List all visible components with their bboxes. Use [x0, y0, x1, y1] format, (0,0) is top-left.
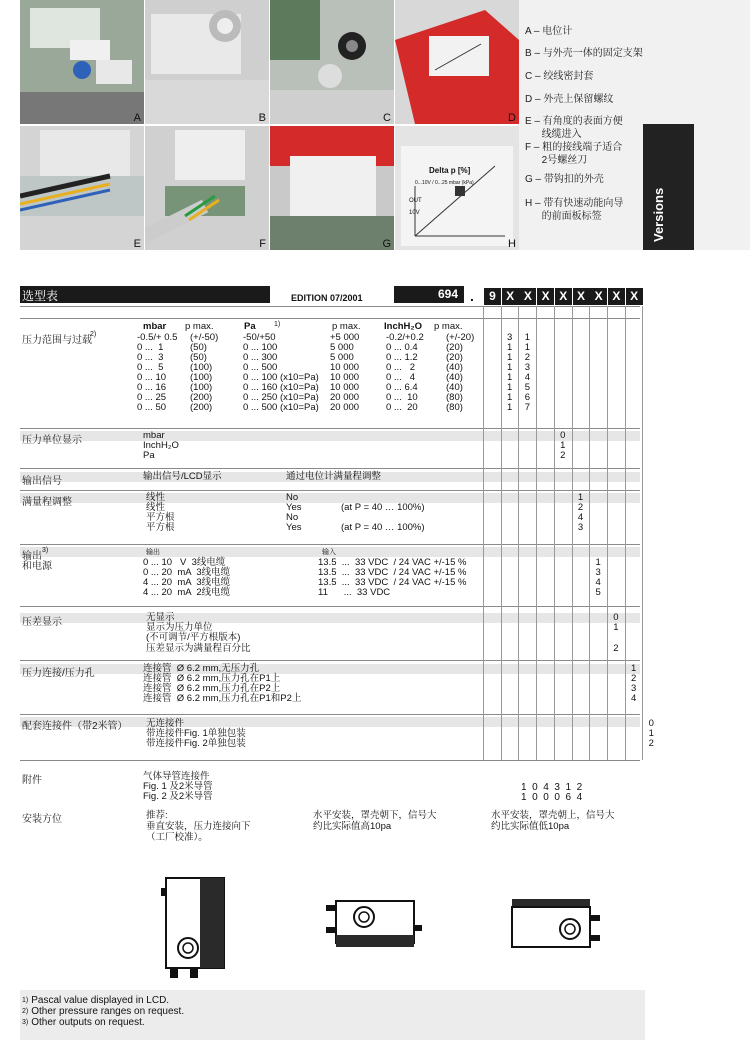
code-value: 1: [577, 492, 584, 503]
span-adjust: No: [286, 492, 299, 503]
signal-a: 输出信号/LCD显示: [143, 471, 222, 482]
row-divider: [20, 318, 640, 319]
column-divider: [483, 306, 484, 760]
order-code-char: X: [590, 288, 607, 305]
product-photo: [395, 0, 519, 124]
kit-type: 无连接件: [146, 718, 185, 729]
section-shade: [20, 664, 640, 674]
overload-pa: 10 000: [330, 362, 360, 373]
overload-inch: (40): [446, 362, 463, 373]
overload-inch: (20): [446, 342, 463, 353]
range-pa: 0 ... 160 (x10=Pa): [243, 382, 319, 393]
column-divider: [501, 306, 502, 760]
legend-item: F – 粗的接线端子适合 2号螺丝刀: [525, 142, 623, 166]
overload-mbar: (200): [190, 402, 213, 413]
legend-item: A – 电位计: [525, 26, 573, 37]
range-inch: 0 ... 1.2: [386, 352, 418, 363]
product-photo: [20, 126, 144, 250]
photo-letter: B: [258, 112, 266, 124]
code-value: 1: [507, 402, 513, 413]
unit-name: Pa: [143, 450, 155, 461]
span-adjust: No: [286, 512, 299, 523]
supply-voltage: 13.5 ... 33 VDC / 24 VAC +/-15 %: [318, 557, 467, 568]
overload-pa: 5 000: [330, 342, 354, 353]
conn-type: 连接管 Ø 6.2 mm,压力孔在P2上: [143, 683, 281, 694]
range-mbar: 0 ... 10: [137, 372, 167, 383]
section-footnote: 2): [90, 331, 97, 338]
legend-item: H – 带有快速动能向导 的前面板标签: [525, 198, 624, 222]
photo-h-range: 0...10V / 0...25 mbar (kPa): [415, 180, 474, 186]
footnote: [22, 995, 169, 1006]
section-acc: 附件: [22, 775, 42, 786]
legend-item: C – 绞线密封套: [525, 71, 594, 82]
output-type: 4 ... 20 mA 2线电缆: [143, 587, 231, 598]
range-inch: 0 ... 6.4: [386, 382, 418, 393]
code-value: 1: [507, 362, 513, 373]
section-kit: 配套连接件（带2米管）: [22, 721, 128, 732]
range-mbar: 0 ... 25: [137, 392, 167, 403]
output-type: 0 ... 20 mA 3线电缆: [143, 567, 231, 578]
code-value: 1: [648, 728, 654, 739]
code-value: 2: [613, 643, 619, 654]
span-type: 线性: [146, 502, 166, 513]
col-pa-footnote: 1): [274, 321, 281, 328]
supply-voltage: 13.5 ... 33 VDC / 24 VAC +/-15 %: [318, 567, 467, 578]
range-inch: 0 ... 20: [386, 402, 418, 413]
legend-item: D – 外壳上保留螺纹: [525, 94, 614, 105]
range-mbar: 0 ... 1: [137, 342, 164, 353]
model-dot: .: [470, 288, 474, 304]
row-divider: [20, 468, 640, 469]
overload-inch: (80): [446, 392, 463, 403]
range-mbar: 0 ... 5: [137, 362, 164, 373]
code-value: 2: [630, 673, 637, 684]
footnote-mark: 1): [22, 997, 29, 1004]
range-mbar: 0 ... 16: [137, 382, 167, 393]
order-code-char: X: [555, 288, 572, 305]
code-value: 0: [560, 430, 566, 441]
conn-type: 连接管 Ø 6.2 mm,压力孔在P1和P2上: [143, 693, 302, 704]
code-value: 2: [577, 502, 584, 513]
column-divider: [642, 306, 643, 760]
code-value: 1: [507, 352, 513, 363]
photo-letter: C: [383, 112, 391, 124]
range-pa: 0 ... 250 (x10=Pa): [243, 392, 319, 403]
overload-mbar: (200): [190, 392, 213, 403]
mount-diagram-vertical: [160, 868, 250, 980]
diff-row: 显示为压力单位 (不可调节/平方根版本): [146, 622, 241, 643]
photo-illustration: [395, 0, 519, 124]
photo-h-title: Delta p [%]: [429, 166, 471, 175]
code-value: 1: [630, 663, 637, 674]
overload-inch: (20): [446, 352, 463, 363]
code-value: 2: [648, 738, 654, 749]
kit-type: 带连接件Fig. 1单独包装: [146, 728, 246, 739]
input-head: 输入: [322, 549, 336, 556]
span-adjust: Yes: [286, 502, 302, 513]
column-divider: [536, 306, 537, 760]
product-photo: [145, 0, 269, 124]
range-inch: 0 ... 4: [386, 372, 416, 383]
photo-h-v: 10V: [409, 210, 420, 216]
code-value: 1: [595, 557, 601, 568]
output-type: 0 ... 10 V 3线电缆: [143, 557, 226, 568]
mount-diagram-up: [502, 895, 614, 955]
range-pa: 0 ... 300: [243, 352, 278, 363]
overload-pa: +5 000: [330, 332, 360, 343]
col-mbar: mbar: [143, 321, 167, 332]
row-divider: [20, 660, 640, 661]
row-divider: [20, 306, 640, 307]
footnote-mark: 2): [22, 1008, 29, 1015]
versions-tab: [643, 124, 694, 250]
mount-diagram-down: [318, 895, 430, 955]
code-value: 2: [560, 450, 566, 461]
range-inch: 0 ... 2: [386, 362, 416, 373]
acc-line: 气体导管连接件: [143, 771, 210, 782]
column-divider: [607, 306, 608, 760]
code-value: 1: [524, 342, 531, 353]
footnote-text: Pascal value displayed in LCD.: [31, 995, 170, 1006]
code-value: 3: [577, 522, 584, 533]
row-divider: [20, 490, 640, 491]
mount-a: 推荐: 垂直安装，压力连接向下 （工厂校准）。: [146, 810, 251, 843]
photo-letter: H: [508, 238, 516, 250]
model-bar: [394, 286, 464, 303]
section-shade: [20, 493, 640, 503]
section-shade: [20, 613, 640, 623]
code-value: 0: [648, 718, 654, 729]
photo-letter: A: [133, 112, 141, 124]
acc-line: Fig. 1 及2米导管: [143, 781, 213, 792]
overload-pa: 20 000: [330, 402, 360, 413]
column-divider: [625, 306, 626, 760]
overload-mbar: (50): [190, 352, 207, 363]
diff-row: 压差显示为满量程百分比: [146, 643, 251, 654]
output-type: 4 ... 20 mA 3线电缆: [143, 577, 231, 588]
row-divider: [20, 714, 640, 715]
range-pa: 0 ... 100: [243, 342, 278, 353]
overload-mbar: (100): [190, 382, 213, 393]
range-mbar: -0.5/+ 0.5: [137, 332, 178, 343]
acc-code: 1 0 4 3 1 2: [521, 782, 583, 793]
conn-type: 连接管 Ø 6.2 mm,无压力孔: [143, 663, 260, 674]
code-value: 1: [507, 342, 513, 353]
footnote-mark: 3): [22, 1019, 29, 1026]
footnote: [22, 1006, 184, 1017]
code-value: 1: [560, 440, 566, 451]
section-mount: 安装方位: [22, 814, 62, 825]
span-type: 平方根: [146, 512, 175, 523]
photo-letter: D: [508, 112, 516, 124]
code-value: 3: [595, 567, 601, 578]
range-mbar: 0 ... 50: [137, 402, 167, 413]
photo-letter: G: [382, 238, 391, 250]
photo-illustration: [145, 126, 269, 250]
section-diff: 压差显示: [22, 617, 62, 628]
code-value: 4: [577, 512, 584, 523]
code-value: 4: [630, 693, 637, 704]
range-inch: -0.2/+0.2: [386, 332, 424, 343]
span-type: 线性: [146, 492, 166, 503]
order-code-char: 9: [484, 288, 501, 305]
legend-item: B – 与外壳一体的固定支架: [525, 48, 643, 59]
overload-mbar: (+/-50): [190, 332, 219, 343]
photo-h-out: OUT: [409, 198, 422, 204]
section-footnote: 3): [42, 547, 49, 554]
product-photo: [270, 0, 394, 124]
span-range: (at P = 40 … 100%): [341, 522, 425, 533]
photo-illustration: [145, 0, 269, 124]
unit-name: InchH₂O: [143, 440, 179, 451]
code-value: 5: [595, 587, 601, 598]
footnote-text: Other pressure ranges on request.: [31, 1006, 185, 1017]
order-code-char: X: [573, 288, 590, 305]
signal-b: 通过电位计满量程调整: [286, 471, 382, 482]
overload-pa: 20 000: [330, 392, 360, 403]
edition-label: EDITION 07/2001: [291, 293, 363, 303]
legend-item: E – 有角度的表面方便 线缆进入: [525, 116, 623, 140]
span-type: 平方根: [146, 522, 175, 533]
col-pmax: p max.: [332, 321, 361, 332]
code-value: 6: [524, 392, 531, 403]
overload-inch: (+/-20): [446, 332, 475, 343]
overload-pa: 10 000: [330, 372, 360, 383]
product-photo: [20, 0, 144, 124]
legend-item: G – 带钩扣的外壳: [525, 174, 604, 185]
code-value: 0: [613, 612, 619, 623]
versions-label: Versions: [651, 187, 666, 242]
code-value: 3: [524, 362, 531, 373]
col-pa: Pa: [244, 321, 256, 332]
code-value: 5: [524, 382, 531, 393]
code-value: 4: [595, 577, 601, 588]
overload-mbar: (50): [190, 342, 207, 353]
conn-type: 连接管 Ø 6.2 mm,压力孔在P1上: [143, 673, 281, 684]
column-divider: [589, 306, 590, 760]
code-value: 3: [630, 683, 637, 694]
overload-inch: (40): [446, 372, 463, 383]
photo-illustration: [270, 0, 394, 124]
mount-c: 水平安装，罩壳朝上，信号大 约比实际值低10pa: [491, 810, 615, 832]
section-signal: 输出信号: [22, 476, 62, 487]
range-pa: 0 ... 500 (x10=Pa): [243, 402, 319, 413]
range-pa: 0 ... 500: [243, 362, 278, 373]
acc-code: 1 0 0 0 6 4: [521, 792, 583, 803]
photo-letter: E: [133, 238, 141, 250]
span-range: (at P = 40 … 100%): [341, 502, 425, 513]
code-value: 1: [613, 622, 619, 633]
product-photo: [145, 126, 269, 250]
code-value: 3: [507, 332, 513, 343]
range-inch: 0 ... 0.4: [386, 342, 418, 353]
row-divider: [20, 760, 640, 761]
span-adjust: Yes: [286, 522, 302, 533]
photo-illustration: [395, 126, 519, 250]
order-code-char: X: [608, 288, 625, 305]
product-photo: [270, 126, 394, 250]
section-pressure: 压力范围与过载: [22, 335, 92, 346]
model-number: 694: [437, 287, 458, 301]
footnote-text: Other outputs on request.: [31, 1017, 145, 1028]
order-code-char: X: [626, 288, 643, 305]
code-value: 1: [524, 332, 531, 343]
overload-mbar: (100): [190, 372, 213, 383]
order-code-char: X: [537, 288, 554, 305]
row-divider: [20, 428, 640, 429]
range-pa: -50/+50: [243, 332, 276, 343]
overload-pa: 10 000: [330, 382, 360, 393]
section-shade: [20, 431, 640, 441]
section-output: 输出: [22, 551, 42, 562]
range-mbar: 0 ... 3: [137, 352, 164, 363]
unit-name: mbar: [143, 430, 165, 441]
row-divider: [20, 544, 640, 545]
kit-type: 带连接件Fig. 2单独包装: [146, 738, 246, 749]
overload-mbar: (100): [190, 362, 213, 373]
section-output-2: 和电源: [22, 561, 52, 572]
product-photo: [395, 126, 519, 250]
order-code-char: X: [502, 288, 519, 305]
table-title-bar: [20, 286, 270, 303]
mount-b: 水平安装，罩壳朝下，信号大 约比实际值高10pa: [313, 810, 437, 832]
acc-line: Fig. 2 及2米导管: [143, 791, 213, 802]
row-divider: [20, 606, 640, 607]
section-conn: 压力连接/压力孔: [22, 668, 95, 679]
code-value: 1: [507, 372, 513, 383]
diff-row: 无显示: [146, 612, 175, 623]
code-value: 1: [507, 382, 513, 393]
range-inch: 0 ... 10: [386, 392, 418, 403]
supply-voltage: 13.5 ... 33 VDC / 24 VAC +/-15 %: [318, 577, 467, 588]
photo-illustration: [20, 126, 144, 250]
overload-inch: (40): [446, 382, 463, 393]
footnote: [22, 1017, 145, 1028]
col-pmax: p max.: [434, 321, 463, 332]
code-value: 1: [507, 392, 513, 403]
output-head: 输出: [146, 549, 160, 556]
overload-inch: (80): [446, 402, 463, 413]
supply-voltage: 11 ... 33 VDC: [318, 587, 391, 598]
photo-illustration: [20, 0, 144, 124]
order-code-char: X: [519, 288, 536, 305]
code-value: 2: [524, 352, 531, 363]
range-pa: 0 ... 100 (x10=Pa): [243, 372, 319, 383]
section-unit: 压力单位显示: [22, 435, 82, 446]
code-value: 7: [524, 402, 531, 413]
column-divider: [518, 306, 519, 760]
column-divider: [572, 306, 573, 760]
photo-illustration: [270, 126, 394, 250]
column-divider: [554, 306, 555, 760]
table-title: 选型表: [22, 289, 59, 303]
col-pmax: p max.: [185, 321, 214, 332]
code-value: 4: [524, 372, 531, 383]
photo-letter: F: [259, 238, 266, 250]
col-inch: InchH₂O: [384, 321, 422, 332]
overload-pa: 5 000: [330, 352, 354, 363]
section-span: 满量程调整: [22, 497, 72, 508]
